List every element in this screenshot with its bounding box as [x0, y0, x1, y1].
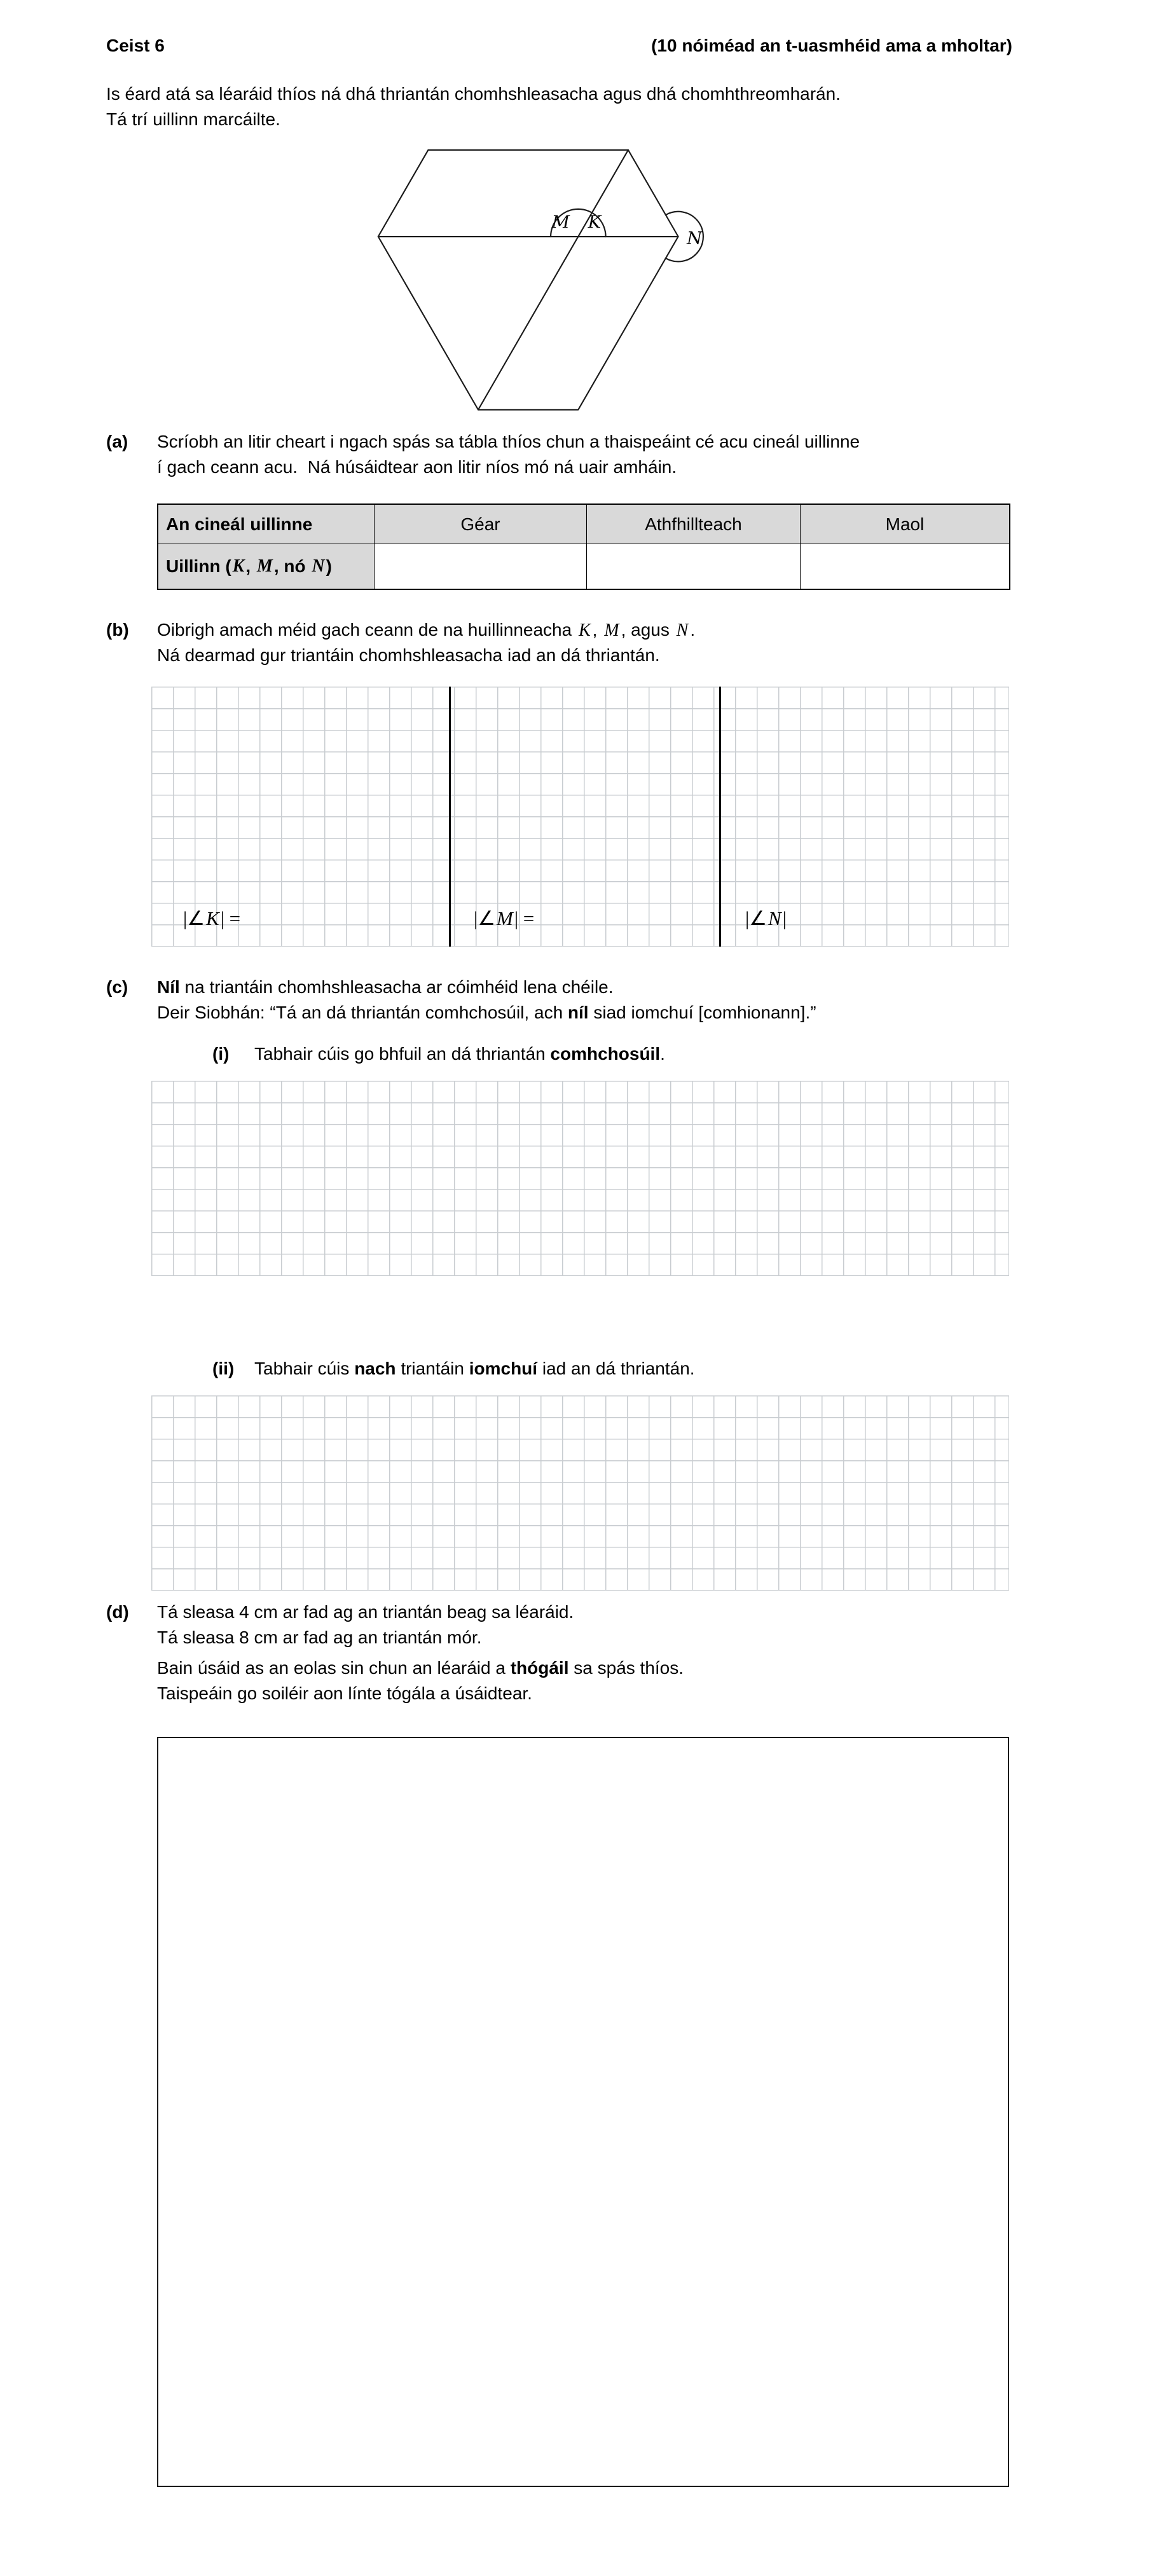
- angle-label-n: N: [687, 228, 703, 249]
- part-c-ii-text: [254, 1356, 695, 1381]
- grid-divider: [449, 687, 451, 947]
- angle-label-m: M: [551, 212, 570, 233]
- part-c-i-text: [254, 1041, 665, 1067]
- intro-text: [106, 81, 841, 132]
- part-c-text: [157, 975, 816, 1025]
- work-grid-part-b[interactable]: [151, 687, 1009, 947]
- table-header-angle-type: An cineál uillinne: [158, 505, 375, 544]
- time-allocation: (10 nóiméad an t-uasmhéid ama a mholtar): [651, 36, 1012, 55]
- long-diagonal-line: [478, 150, 628, 410]
- table-header-gear: Géar: [375, 505, 587, 544]
- answer-label-angle-m: |∠M| =: [474, 907, 535, 930]
- part-c-ii-label: (ii): [212, 1359, 235, 1378]
- text-line: Taispeáin go soiléir aon línte tógála a úsáidtear.: [157, 1683, 532, 1703]
- part-d-label: (d): [106, 1602, 129, 1622]
- part-d-text-top: [157, 1600, 574, 1650]
- table-header-row: [158, 505, 1009, 544]
- part-b-text: [157, 617, 695, 668]
- work-grid-part-c-i[interactable]: [151, 1081, 1009, 1276]
- construction-box[interactable]: [157, 1737, 1009, 2487]
- text-line: Tá sleasa 8 cm ar fad ag an triantán mór.: [157, 1627, 482, 1647]
- text-line: Deir Siobhán: “Tá an dá thriantán comhchosúil, ach níl siad iomchuí [comhionann].”: [157, 1003, 816, 1022]
- part-b-label: (b): [106, 620, 129, 640]
- angle-label-k: K: [588, 212, 602, 233]
- figure-outline: [378, 150, 678, 410]
- text-line: Tabhair cúis go bhfuil an dá thriantán comhchosúil.: [254, 1044, 665, 1064]
- answer-label-angle-n: |∠N|: [745, 907, 787, 930]
- angle-type-table: [157, 504, 1010, 590]
- text-line: Tá sleasa 4 cm ar fad ag an triantán beag sa léaráid.: [157, 1602, 574, 1622]
- text-line: Bain úsáid as an eolas sin chun an léaráid a thógáil sa spás thíos.: [157, 1658, 684, 1678]
- text-line: í gach ceann acu. Ná húsáidtear aon litir níos mó ná uair amháin.: [157, 457, 677, 477]
- table-header-maol: Maol: [801, 505, 1009, 544]
- table-answer-row: [158, 544, 1009, 589]
- table-row-label: Uillinn ( K , M , nó N ): [158, 544, 375, 589]
- question-number: Ceist 6: [106, 36, 165, 55]
- text-line: Níl na triantáin chomhshleasacha ar cóimhéid lena chéile.: [157, 977, 614, 997]
- part-c-label: (c): [106, 977, 128, 997]
- answer-cell-gear[interactable]: [375, 544, 587, 589]
- text-line: Scríobh an litir cheart i ngach spás sa tábla thíos chun a thaispeáint cé acu cineál uillinne: [157, 432, 860, 451]
- answer-label-angle-k: |∠K| =: [183, 907, 241, 930]
- answer-cell-athfhillteach[interactable]: [587, 544, 801, 589]
- grid-divider: [719, 687, 721, 947]
- answer-cell-maol[interactable]: [801, 544, 1009, 589]
- part-a-label: (a): [106, 432, 128, 451]
- part-c-i-label: (i): [212, 1044, 230, 1064]
- geometry-diagram: [366, 130, 741, 428]
- part-d-text-bottom: [157, 1655, 684, 1706]
- text-line: Is éard atá sa léaráid thíos ná dhá thriantán chomhshleasacha agus dhá chomhthreomharán.: [106, 84, 841, 104]
- text-line: Tabhair cúis nach triantáin iomchuí iad an dá thriantán.: [254, 1359, 695, 1378]
- text-line: Tá trí uillinn marcáilte.: [106, 109, 280, 129]
- part-a-text: [157, 429, 860, 480]
- text-line: Oibrigh amach méid gach ceann de na huillinneacha K , M , agus N .: [157, 620, 696, 640]
- diagram-svg: [366, 130, 741, 424]
- work-grid-part-c-ii[interactable]: [151, 1395, 1009, 1591]
- text-line: Ná dearmad gur triantáin chomhshleasacha iad an dá thriantán.: [157, 645, 660, 665]
- table-header-athfhillteach: Athfhillteach: [587, 505, 801, 544]
